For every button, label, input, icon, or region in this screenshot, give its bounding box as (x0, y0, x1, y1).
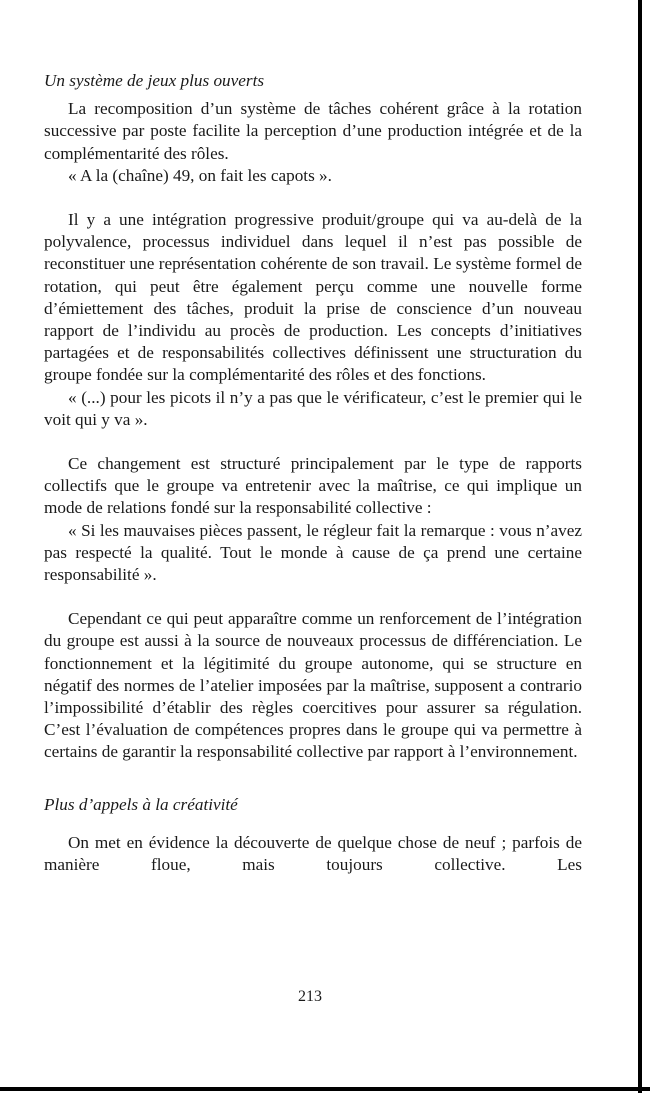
paragraph-recomposition: La recomposition d’un système de tâches cohérent grâce à la rotation successive par poste facilite la perception d’une production intégrée et de la complémentarité des rôles. (44, 99, 582, 163)
quote-picots: « (...) pour les picots il n’y a pas que le vérificateur, c’est le premier qui le voit qui y va ». (44, 387, 582, 429)
scan-right-border (638, 0, 650, 1093)
page-number: 213 (298, 988, 322, 1005)
paragraph-cependant: Cependant ce qui peut apparaître comme un renforcement de l’intégration du groupe est aussi à la source de nouveaux processus de différenciation. Le fonctionnement et la légitimité du groupe autonome, qui se structure en négatif des normes de l’atelier imposées par la maîtrise, supposent a contrario l’impossibilité d’établir des règles coercitives pour assurer sa régulation. C’est l’évaluation de compétences propres dans le groupe qui va permettre à certains de garantir la responsabilité collective par rapport à l’environnement. (44, 609, 582, 762)
paragraph-changement: Ce changement est structuré principalement par le type de rapports collectifs que le groupe va entretenir avec la maîtrise, ce qui implique un mode de relations fondé sur la responsabilité collective : (44, 454, 582, 518)
paragraph-integration: Il y a une intégration progressive produit/groupe qui va au-delà de la polyvalence, processus individuel dans lequel il n’est pas possible de reconstituer une représentation cohérente de son travail. Le système formel de rotation, qui peut être également perçu comme une nouvelle forme d’émiettement des tâches, produit la prise de conscience d’un nouveau rapport de l’individu au procès de production. Les concepts d’initiatives partagées et de responsabilités collectives définissent une structuration du groupe fondée sur la complémentarité des rôles et des fonctions. (44, 210, 582, 385)
section-heading-jeux: Un système de jeux plus ouverts (44, 71, 265, 90)
section-heading-creativite: Plus d’appels à la créativité (44, 794, 238, 814)
scan-bottom-border (0, 1087, 650, 1091)
page-body (44, 70, 582, 876)
quote-mauvaises-pieces: « Si les mauvaises pièces passent, le régleur fait la remarque : vous n’avez pas respecté la qualité. Tout le monde à cause de ça prend une certaine responsabilité ». (44, 520, 582, 585)
quote-chaine: « A la (chaîne) 49, on fait les capots ». (68, 165, 332, 185)
paragraph-decouverte: On met en évidence la découverte de quelque chose de neuf ; parfois de manière floue, mais toujours collective. Les (44, 832, 582, 875)
